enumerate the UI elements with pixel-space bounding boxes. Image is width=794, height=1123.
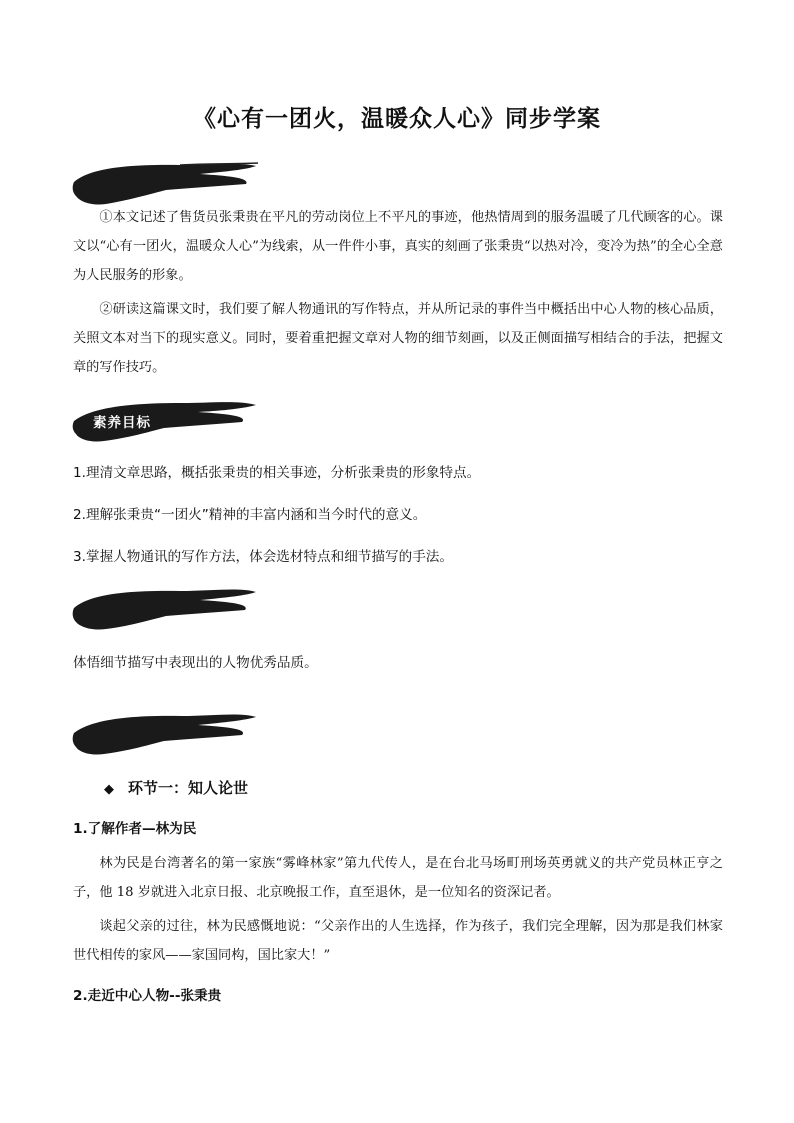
diamond-bullet-icon: ◆ [104, 782, 114, 797]
central-figure-subheading: 2.走近中心人物--张秉贵 [73, 988, 222, 1004]
guide-paragraph-1: ①本文记述了售货员张秉贵在平凡的劳动岗位上不平凡的事迹，他热情周到的服务温暖了几代顾客的心。课文以“心有一团火，温暖众人心”为线索，从一件件小事，真实的刻画了张秉贵“以热对冷，变冷为热”的全心全意为人民服务的形象。 [73, 210, 723, 283]
goal-item-2: 2.理解张秉贵“一团火”精神的丰富内涵和当今时代的意义。 [73, 507, 427, 523]
section-banner-key-point [70, 585, 260, 633]
link-one-heading [104, 777, 248, 798]
page-title: 《心有一团火，温暖众人心》同步学案 [193, 105, 601, 132]
goal-item-1: 1.理清文章思路，概括张秉贵的相关事迹，分析张秉贵的形象特点。 [73, 465, 481, 481]
author-paragraph-1: 林为民是台湾著名的第一家族“雾峰林家”第九代传人，是在台北马场町刑场英勇就义的共产党员林正亨之子，他 18 岁就进入北京日报、北京晚报工作，直至退休，是一位知名的资深记者。 [73, 856, 723, 900]
ink-brush-stroke [70, 585, 260, 633]
author-subheading: 1.了解作者—林为民 [73, 821, 197, 837]
section-banner-goals [70, 397, 260, 445]
link-one-label: 环节一：知人论世 [128, 779, 249, 797]
ink-brush-stroke [70, 710, 260, 758]
section-banner-guide [70, 160, 260, 208]
key-point-text: 体悟细节描写中表现出的人物优秀品质。 [73, 655, 318, 671]
section-heading: 素养目标 [93, 415, 151, 431]
guide-paragraph-2: ②研读这篇课文时，我们要了解人物通讯的写作特点，并从所记录的事件当中概括出中心人物的核心品质，关照文本对当下的现实意义。同时，要着重把握文章对人物的细节刻画，以及正侧面描写相结合的手法，把握文章的写作技巧。 [73, 302, 723, 375]
ink-brush-stroke [70, 160, 260, 208]
author-paragraph-2: 谈起父亲的过往，林为民感慨地说：“父亲作出的人生选择，作为孩子，我们完全理解，因为那是我们林家世代相传的家风——家国同构，国比家大！” [73, 919, 723, 963]
section-banner-learning [70, 710, 260, 758]
goal-item-3: 3.掌握人物通讯的写作方法，体会选材特点和细节描写的手法。 [73, 549, 453, 565]
